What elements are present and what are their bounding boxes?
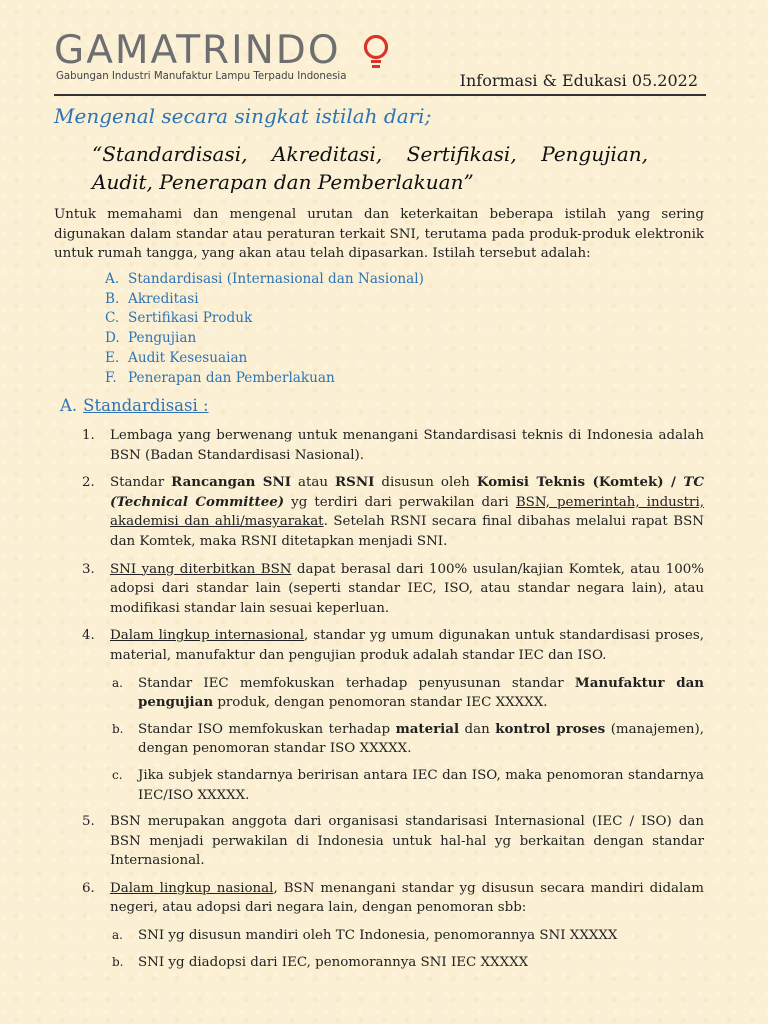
item-text: Standar ISO memfokuskan terhadap (138, 721, 396, 737)
term-list-item (105, 309, 424, 329)
item-bold-text: Rancangan SNI (171, 474, 291, 491)
item-bold-italic-text: TC (Technical Committee) (110, 474, 704, 510)
sub-item (54, 720, 704, 759)
item-text: Lembaga yang berwenang untuk menangani Standardisasi teknis di Indonesia adalah BSN (Badan Standardisasi Nasional). (110, 428, 704, 463)
term-letter: A. (105, 271, 120, 287)
item-bold-text: Komisi Teknis (Komtek) / (476, 474, 684, 491)
gamatrindo-logo (54, 30, 384, 86)
sub-item-letter: a. (112, 928, 123, 943)
sub-item (54, 926, 704, 946)
item-text: Jika subjek standarnya beririsan antara IEC dan ISO, maka penomoran standarnya IEC/ISO XXXXX. (138, 767, 704, 803)
term-list (105, 270, 424, 388)
list-item (54, 426, 704, 465)
quoted-terms (92, 140, 648, 196)
term-label: Standardisasi (Internasional dan Nasional) (128, 271, 424, 287)
intro-paragraph: Untuk memahami dan mengenal urutan dan keterkaitan beberapa istilah yang sering digunakan dalam standar atau peraturan terkait SNI, terutama pada produk-produk elektronik untuk rumah tangga, yang akan atau telah dipasarkan. Istilah tersebut adalah: (54, 207, 704, 261)
item-bold-text: Manufaktur dan pengujian (138, 674, 704, 711)
sub-item-letter: b. (112, 954, 124, 969)
section-letter: A. (60, 396, 78, 415)
term-label: Sertifikasi Produk (128, 310, 253, 327)
term-list-item (105, 270, 424, 290)
term-label: Pengujian (128, 330, 197, 347)
sub-item-letter: c. (112, 767, 123, 782)
item-text: yg terdiri dari perwakilan dari (284, 494, 516, 510)
item-underlined-text: Dalam lingkup nasional (110, 880, 274, 896)
list-item (54, 473, 704, 551)
section-heading-standardisasi (60, 396, 209, 415)
term-letter: F. (105, 369, 117, 386)
sub-item-letter: b. (112, 721, 124, 736)
standardisasi-list (54, 426, 704, 979)
term-letter: C. (105, 310, 120, 327)
item-text: Standar IEC memfokuskan terhadap penyusunan standar (138, 675, 575, 691)
item-text: atau (290, 475, 336, 491)
header-divider (54, 94, 706, 96)
item-text: . Setelah RSNI secara final dibahas melalui rapat BSN dan Komtek, maka RSNI ditetapkan menjadi SNI. (110, 514, 704, 549)
sub-item (54, 674, 704, 713)
quoted-terms-line-1: “Standardisasi, Akreditasi, Sertifikasi, Pengujian, (92, 142, 648, 166)
term-list-item (105, 290, 424, 310)
term-label: Audit Kesesuaian (128, 349, 248, 366)
document-series-label: Informasi & Edukasi 05.2022 (459, 71, 698, 90)
term-label: Akreditasi (128, 290, 199, 307)
item-text: SNI yg diadopsi dari IEC, penomorannya SNI IEC XXXXX (138, 954, 529, 970)
main-heading: Mengenal secara singkat istilah dari; (54, 104, 432, 128)
term-list-item (105, 329, 424, 349)
term-letter: D. (105, 330, 120, 347)
item-underlined-text: SNI yang diterbitkan BSN (110, 561, 292, 577)
item-bold-text: material (395, 720, 460, 737)
term-letter: E. (105, 349, 120, 366)
item-text: disusun oleh (374, 475, 477, 491)
quoted-terms-line-2: Audit, Penerapan dan Pemberlakuan” (92, 170, 474, 194)
item-text: BSN merupakan anggota dari organisasi standarisasi Internasional (IEC / ISO) dan BSN menjadi perwakilan di Indonesia untuk hal-hal yg berkaitan dengan standar Internasional. (110, 814, 704, 869)
list-item (54, 812, 704, 871)
item-text: (manajemen), dengan penomoran standar ISO XXXXX. (138, 721, 705, 757)
logo-tagline: Gabungan Industri Manufaktur Lampu Terpadu Indonesia (56, 71, 347, 82)
item-underlined-text: BSN, pemerintah, industri, akademisi dan ahli/masyarakat (110, 494, 704, 530)
item-bold-text: RSNI (335, 474, 375, 491)
list-item (54, 879, 704, 918)
sub-item-letter: a. (112, 675, 123, 690)
item-text: dan (459, 721, 496, 737)
term-letter: B. (105, 290, 120, 307)
list-item (54, 626, 704, 665)
sub-item (54, 953, 704, 973)
item-number: 4. (82, 628, 95, 644)
item-text: Standar (110, 475, 172, 491)
item-text: , standar yg umum digunakan untuk standardisasi proses, material, manufaktur dan pengujian produk adalah standar IEC dan ISO. (110, 628, 704, 663)
lightbulb-icon (363, 33, 389, 73)
item-bold-text: kontrol proses (495, 720, 606, 737)
term-list-item (105, 369, 424, 389)
sub-item (54, 766, 704, 805)
item-text: dapat berasal dari 100% usulan/kajian Komtek, atau 100% adopsi dari standar lain (seperti standar IEC, ISO, atau standar negara lain), atau modifikasi standar lain sesuai keperluan. (110, 561, 704, 616)
item-text: SNI yg disusun mandiri oleh TC Indonesia, penomorannya SNI XXXXX (138, 928, 618, 944)
logo-wordmark: GAMATRINDO (54, 28, 341, 73)
term-list-item (105, 349, 424, 369)
term-label: Penerapan dan Pemberlakuan (128, 369, 335, 386)
item-underlined-text: Dalam lingkup internasional (110, 628, 305, 644)
item-number: 1. (82, 428, 95, 443)
item-text: produk, dengan penomoran standar IEC XXXXX. (213, 695, 548, 711)
item-number: 3. (82, 561, 95, 577)
item-number: 5. (82, 814, 95, 830)
item-text: , BSN menangani standar yg disusun secara mandiri didalam negeri, atau adopsi dari negara lain, dengan penomoran sbb: (110, 880, 704, 916)
item-number: 6. (82, 880, 95, 896)
item-number: 2. (82, 475, 95, 491)
list-item (54, 560, 704, 619)
section-label: Standardisasi : (83, 396, 209, 415)
